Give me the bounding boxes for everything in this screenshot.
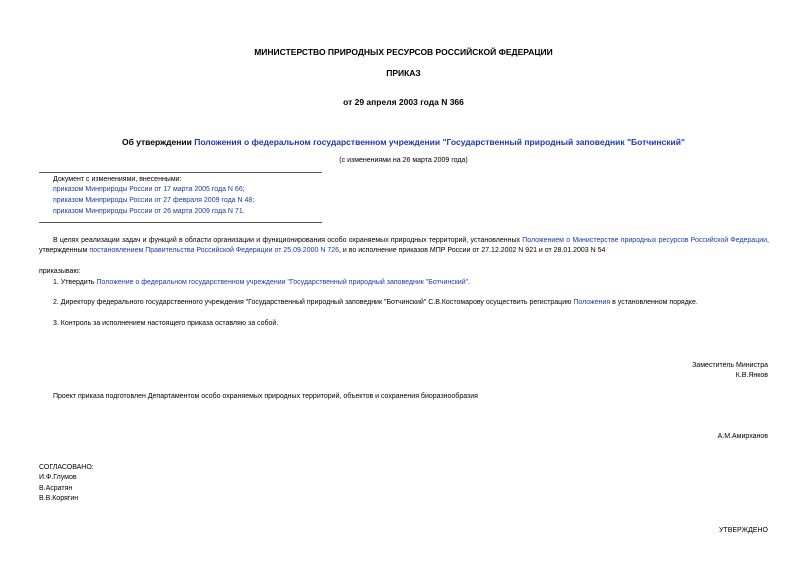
title-link[interactable]: Положения о федеральном государственном учреждении "Государственный природный заповедник "Ботчинский" — [194, 137, 686, 147]
preamble-text: , и во исполнение приказов МПР России от 27.12.2002 N 921 и от 28.01.2003 N 54 — [339, 247, 606, 254]
document-title — [0, 137, 807, 147]
date-number-heading: от 29 апреля 2003 года N 366 — [343, 97, 464, 107]
amendment-link[interactable]: приказом Минприроды России от 27 февраля 2009 года N 48; — [53, 197, 255, 204]
author-name: А.М.Амирханов — [717, 433, 768, 440]
point-2-link[interactable]: Положения — [573, 299, 611, 306]
point-1-link[interactable]: Положение о федеральном государственном учреждении "Государственный природный заповедник "Ботчинский" — [96, 279, 469, 286]
ministry-heading: МИНИСТЕРСТВО ПРИРОДНЫХ РЕСУРСОВ РОССИЙСКОЙ ФЕДЕРАЦИИ — [254, 47, 553, 57]
order-word: приказываю: — [39, 268, 81, 275]
signature-position: Заместитель Министра — [692, 362, 768, 369]
point-1 — [53, 279, 470, 286]
agreed-heading: СОГЛАСОВАНО: — [39, 464, 94, 471]
divider-top — [39, 172, 322, 173]
draft-note: Проект приказа подготовлен Департаментом особо охраняемых природных территорий, объектов и сохранения биоразнообразия — [53, 393, 478, 400]
agreed-name: В.В.Корягин — [39, 495, 79, 502]
doc-type-heading: ПРИКАЗ — [386, 68, 421, 78]
divider-bottom — [39, 222, 322, 223]
preamble-link-decree[interactable]: постановлением Правительства Российской Федерации от 25.09.2000 N 726 — [89, 247, 339, 254]
point-3: 3. Контроль за исполнением настоящего приказа оставляю за собой. — [53, 320, 279, 327]
preamble-text: , утвержденным — [39, 237, 769, 254]
amendment-link[interactable]: приказом Минприроды России от 26 марта 2009 года N 71. — [53, 208, 245, 215]
amendment-link[interactable]: приказом Минприроды России от 17 марта 2005 года N 66; — [53, 186, 245, 193]
point-1-prefix: 1. Утвердить — [53, 279, 97, 286]
point-2-suffix: в установленном порядке. — [610, 299, 698, 306]
point-2 — [53, 299, 698, 306]
preamble-text: В целях реализации задач и функций в области организации и функционирования особо охраняемых природных территорий, установленных — [53, 237, 523, 244]
agreed-name: В.Асратян — [39, 485, 73, 492]
point-2-prefix: 2. Директору федерального государственного учреждения "Государственный природный заповедник "Ботчинский" С.В.Костомарову осуществить регистрацию — [53, 299, 574, 306]
amendments-heading: Документ с изменениями, внесенными: — [53, 176, 182, 183]
agreed-name: И.Ф.Глумов — [39, 474, 77, 481]
preamble-paragraph — [39, 236, 769, 256]
title-prefix: Об утверждении — [121, 137, 195, 147]
preamble-link-regulation[interactable]: Положением о Министерстве природных ресурсов Российской Федерации — [522, 237, 768, 244]
signature-name: К.В.Янков — [735, 372, 768, 379]
point-1-suffix: . — [468, 279, 471, 286]
amended-note: (с изменениями на 26 марта 2009 года) — [339, 157, 468, 164]
approved-label: УТВЕРЖДЕНО — [718, 527, 768, 534]
